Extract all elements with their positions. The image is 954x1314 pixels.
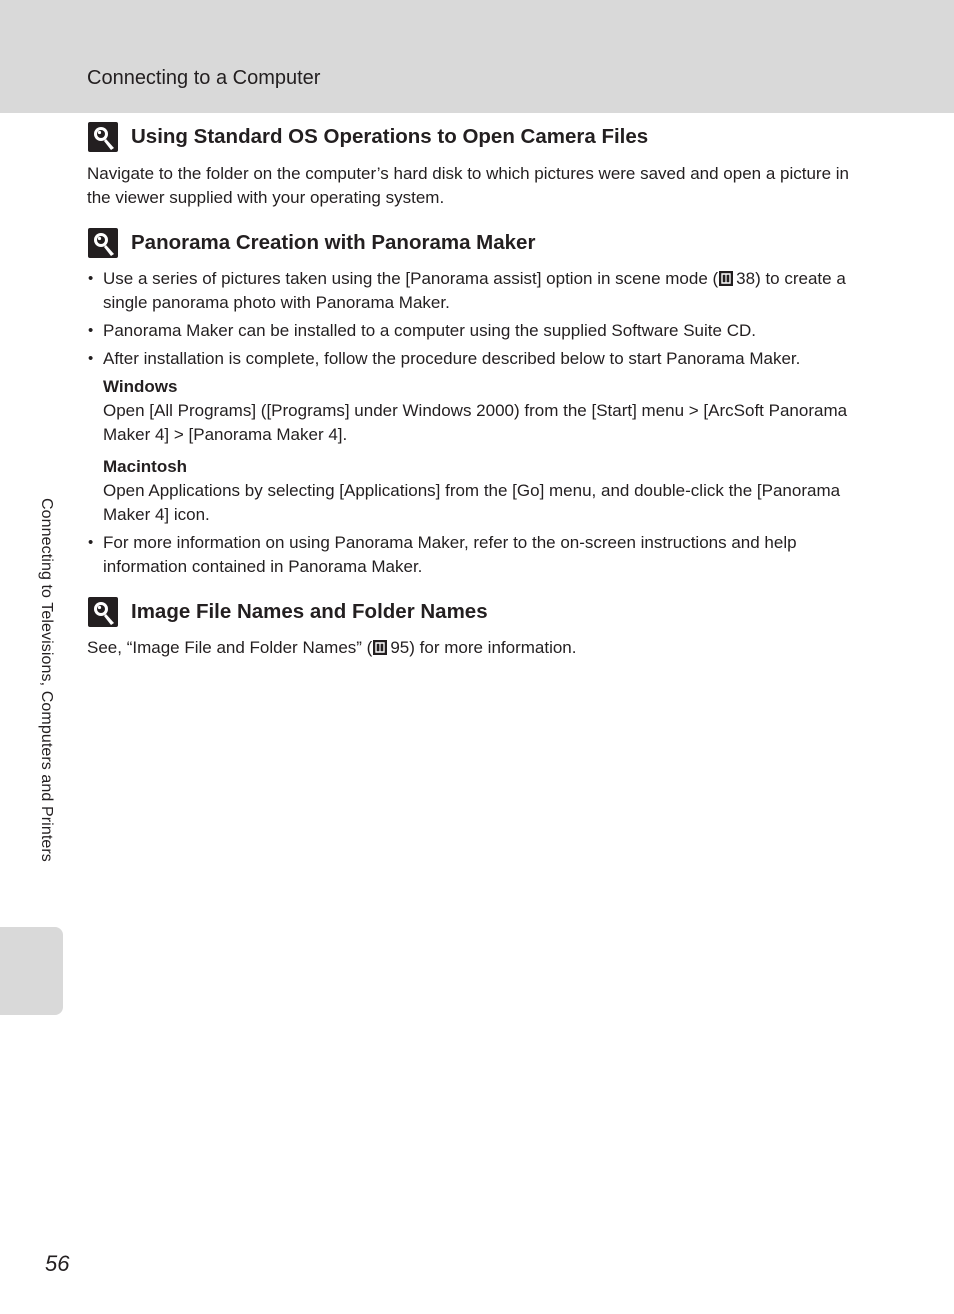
bullet-text-part: Use a series of pictures taken using the [Panorama assist] option in scene mode (	[103, 269, 719, 288]
bullet-text-part: ) to create a single panorama photo with Panorama Maker.	[103, 269, 846, 312]
bullet-text: For more information on using Panorama Maker, refer to the on-screen instructions and help information contained in Panorama Maker.	[103, 533, 797, 576]
macintosh-text: Open Applications by selecting [Applications] from the [Go] menu, and double-click the [Panorama Maker 4] icon.	[103, 481, 841, 524]
page-reference-number: 38	[736, 269, 756, 288]
header-title: Connecting to a Computer	[87, 67, 321, 89]
macintosh-instructions	[103, 455, 867, 527]
bullet-icon: •	[88, 270, 94, 287]
bullet-icon: •	[88, 534, 94, 551]
bullet-icon: •	[88, 322, 94, 339]
macintosh-heading: Macintosh	[103, 457, 188, 476]
windows-text: Open [All Programs] ([Programs] under Windows 2000) from the [Start] menu > [ArcSoft Panorama Maker 4] > [Panorama Maker 4].	[103, 401, 848, 444]
section-heading-os-operations	[88, 121, 648, 153]
bullet-text: Panorama Maker can be installed to a computer using the supplied Software Suite CD.	[103, 321, 756, 340]
bullet-text: After installation is complete, follow the procedure described below to start Panorama Maker.	[103, 349, 801, 368]
list-item	[87, 319, 867, 343]
side-chapter-label: Connecting to Televisions, Computers and Printers	[38, 498, 55, 862]
section-title: Panorama Creation with Panorama Maker	[131, 231, 536, 254]
section-title: Using Standard OS Operations to Open Camera Files	[131, 125, 649, 148]
section-title: Image File Names and Folder Names	[131, 600, 488, 623]
page-reference-icon	[373, 640, 387, 655]
section-heading-file-names	[88, 596, 488, 628]
page-number: 56	[45, 1251, 70, 1276]
body-text-part: See, “Image File and Folder Names” (	[87, 638, 373, 657]
side-chapter-tab	[0, 927, 63, 1015]
body-text-part: ) for more information.	[409, 638, 577, 657]
list-item	[87, 347, 867, 371]
header-band	[0, 0, 954, 113]
windows-heading: Windows	[103, 377, 178, 396]
section-heading-panorama	[88, 227, 535, 259]
bullet-icon: •	[88, 350, 94, 367]
section-body	[87, 636, 867, 660]
list-item	[87, 531, 867, 579]
section-body: Navigate to the folder on the computer’s hard disk to which pictures were saved and open a picture in the viewer supplied with your operating system.	[87, 164, 849, 207]
list-item	[87, 267, 867, 315]
hint-magnifier-icon	[88, 228, 118, 258]
page-reference-number: 95	[390, 638, 410, 657]
hint-magnifier-icon	[88, 597, 118, 627]
hint-magnifier-icon	[88, 122, 118, 152]
page-reference-icon	[719, 271, 733, 286]
windows-instructions	[103, 375, 867, 447]
